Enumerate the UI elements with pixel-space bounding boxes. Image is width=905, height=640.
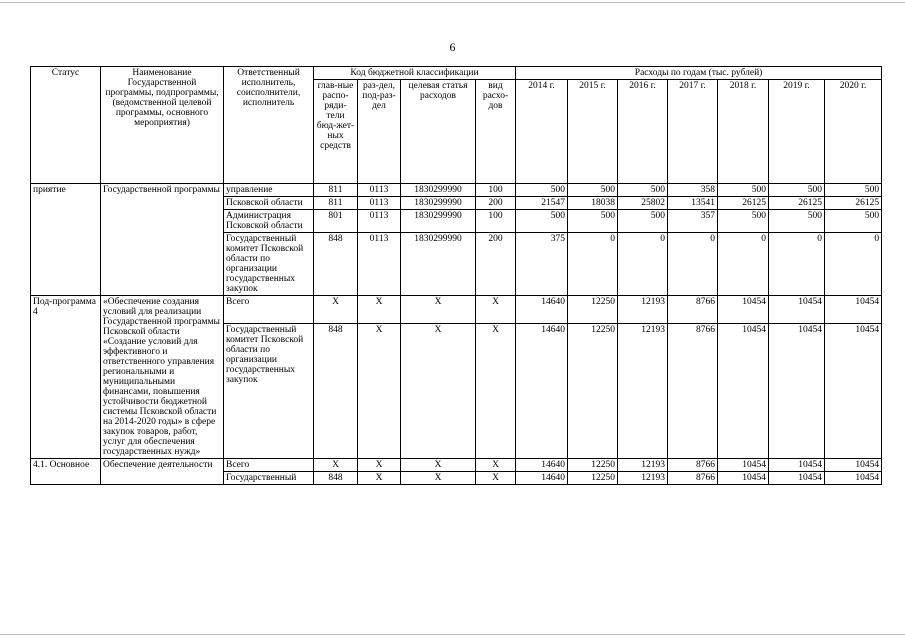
value-cell: 8766: [668, 459, 718, 472]
rzpr-header: раз-дел, под-раз-дел: [358, 80, 401, 184]
name-header: Наименование Государственной программы, подпрограммы, (ведомственной целевой программы, основного мероприятия): [101, 67, 224, 184]
executor-cell: Всего: [224, 459, 314, 472]
grbs-cell: 801: [314, 210, 358, 233]
value-cell: 358: [668, 184, 718, 197]
csr-cell: 1830299990: [401, 184, 476, 197]
value-cell: 500: [618, 210, 668, 233]
value-cell: 0: [769, 233, 825, 296]
vr-cell: 100: [476, 184, 516, 197]
value-cell: 0: [825, 233, 882, 296]
value-cell: 21547: [516, 197, 568, 210]
value-cell: 26125: [769, 197, 825, 210]
value-cell: 10454: [718, 459, 769, 472]
status-cell: Под-программа 4: [31, 296, 101, 459]
grbs-cell: 811: [314, 197, 358, 210]
value-cell: 14640: [516, 323, 568, 458]
year-header: 2015 г.: [568, 80, 618, 184]
value-cell: 14640: [516, 459, 568, 472]
value-cell: 12250: [568, 472, 618, 485]
value-cell: 10454: [825, 296, 882, 324]
table-row: [31, 296, 882, 324]
executor-cell: управление: [224, 184, 314, 197]
budget-code-header: Код бюджетной классификации: [314, 67, 516, 80]
executor-header: Ответственный исполнитель, соисполнители, исполнитель: [224, 67, 314, 184]
grbs-cell: 848: [314, 233, 358, 296]
value-cell: 375: [516, 233, 568, 296]
value-cell: 12250: [568, 459, 618, 472]
value-cell: 10454: [718, 323, 769, 458]
value-cell: 10454: [825, 323, 882, 458]
value-cell: 0: [618, 233, 668, 296]
value-cell: 500: [718, 210, 769, 233]
value-cell: 12193: [618, 472, 668, 485]
value-cell: 26125: [718, 197, 769, 210]
value-cell: 10454: [825, 459, 882, 472]
rzpr-cell: 0113: [358, 184, 401, 197]
value-cell: 500: [825, 184, 882, 197]
executor-cell: Государственный комитет Псковской области по организации государственных закупок: [224, 233, 314, 296]
value-cell: 500: [618, 184, 668, 197]
value-cell: 10454: [718, 472, 769, 485]
csr-cell: X: [401, 296, 476, 324]
value-cell: 12193: [618, 459, 668, 472]
rzpr-cell: X: [358, 296, 401, 324]
value-cell: 12250: [568, 296, 618, 324]
value-cell: 500: [718, 184, 769, 197]
vr-cell: 200: [476, 197, 516, 210]
value-cell: 12250: [568, 323, 618, 458]
vr-cell: 200: [476, 233, 516, 296]
value-cell: 10454: [769, 323, 825, 458]
csr-cell: 1830299990: [401, 210, 476, 233]
rzpr-cell: 0113: [358, 210, 401, 233]
vr-header: вид расхо-дов: [476, 80, 516, 184]
value-cell: 10454: [769, 459, 825, 472]
header-row-1: [31, 67, 882, 80]
grbs-cell: 848: [314, 472, 358, 485]
year-header: 2018 г.: [718, 80, 769, 184]
value-cell: 500: [516, 210, 568, 233]
value-cell: 10454: [769, 296, 825, 324]
value-cell: 500: [568, 184, 618, 197]
scan-edge-bottom: [0, 634, 905, 635]
value-cell: 357: [668, 210, 718, 233]
grbs-cell: 848: [314, 323, 358, 458]
value-cell: 0: [718, 233, 769, 296]
grbs-header: глав-ные распо-ряди-тели бюд-жет-ных средств: [314, 80, 358, 184]
name-cell: Государственной программы: [101, 184, 224, 296]
table-row: [31, 184, 882, 197]
vr-cell: X: [476, 323, 516, 458]
status-header: Статус: [31, 67, 101, 184]
scan-edge-top: [0, 2, 905, 3]
year-header: 2020 г.: [825, 80, 882, 184]
rzpr-cell: X: [358, 472, 401, 485]
grbs-cell: 811: [314, 184, 358, 197]
vr-cell: X: [476, 459, 516, 472]
value-cell: 12193: [618, 323, 668, 458]
expenses-table: [30, 66, 882, 485]
value-cell: 14640: [516, 472, 568, 485]
value-cell: 26125: [825, 197, 882, 210]
name-cell: Обеспечение деятельности: [101, 459, 224, 485]
vr-cell: X: [476, 296, 516, 324]
page-number: 6: [449, 40, 456, 54]
value-cell: 14640: [516, 296, 568, 324]
year-header: 2016 г.: [618, 80, 668, 184]
value-cell: 25802: [618, 197, 668, 210]
value-cell: 500: [568, 210, 618, 233]
executor-cell: Администрация Псковской области: [224, 210, 314, 233]
csr-cell: 1830299990: [401, 197, 476, 210]
rzpr-cell: X: [358, 323, 401, 458]
grbs-cell: X: [314, 296, 358, 324]
table-row: [31, 459, 882, 472]
grbs-cell: X: [314, 459, 358, 472]
vr-cell: X: [476, 472, 516, 485]
value-cell: 500: [769, 210, 825, 233]
rzpr-cell: X: [358, 459, 401, 472]
value-cell: 500: [769, 184, 825, 197]
value-cell: 13541: [668, 197, 718, 210]
value-cell: 0: [668, 233, 718, 296]
rzpr-cell: 0113: [358, 233, 401, 296]
rzpr-cell: 0113: [358, 197, 401, 210]
value-cell: 8766: [668, 472, 718, 485]
value-cell: 8766: [668, 323, 718, 458]
executor-cell: Государственный комитет Псковской области по организации государственных закупок: [224, 323, 314, 458]
value-cell: 10454: [718, 296, 769, 324]
executor-cell: Государственный: [224, 472, 314, 485]
value-cell: 18038: [568, 197, 618, 210]
value-cell: 500: [825, 210, 882, 233]
value-cell: 0: [568, 233, 618, 296]
expenses-header: Расходы по годам (тыс. рублей): [516, 67, 882, 80]
year-header: 2019 г.: [769, 80, 825, 184]
year-header: 2017 г.: [668, 80, 718, 184]
csr-header: целевая статья расходов: [401, 80, 476, 184]
vr-cell: 100: [476, 210, 516, 233]
value-cell: 10454: [825, 472, 882, 485]
value-cell: 8766: [668, 296, 718, 324]
csr-cell: X: [401, 472, 476, 485]
csr-cell: 1830299990: [401, 233, 476, 296]
executor-cell: Всего: [224, 296, 314, 324]
value-cell: 500: [516, 184, 568, 197]
csr-cell: X: [401, 323, 476, 458]
year-header: 2014 г.: [516, 80, 568, 184]
name-cell: «Обеспечение создания условий для реализации Государственной программы Псковской области «Создание условий для эффективного и ответственного управления региональными и муниципальными финансами, повышения устойчивости бюджетной системы Псковской области на 2014-2020 годы» в сфере закупок товаров, работ, услуг для обеспечения государственных нужд»: [101, 296, 224, 459]
csr-cell: X: [401, 459, 476, 472]
value-cell: 10454: [769, 472, 825, 485]
status-cell: приятие: [31, 184, 101, 296]
value-cell: 12193: [618, 296, 668, 324]
status-cell: 4.1. Основное: [31, 459, 101, 485]
executor-cell: Псковской области: [224, 197, 314, 210]
